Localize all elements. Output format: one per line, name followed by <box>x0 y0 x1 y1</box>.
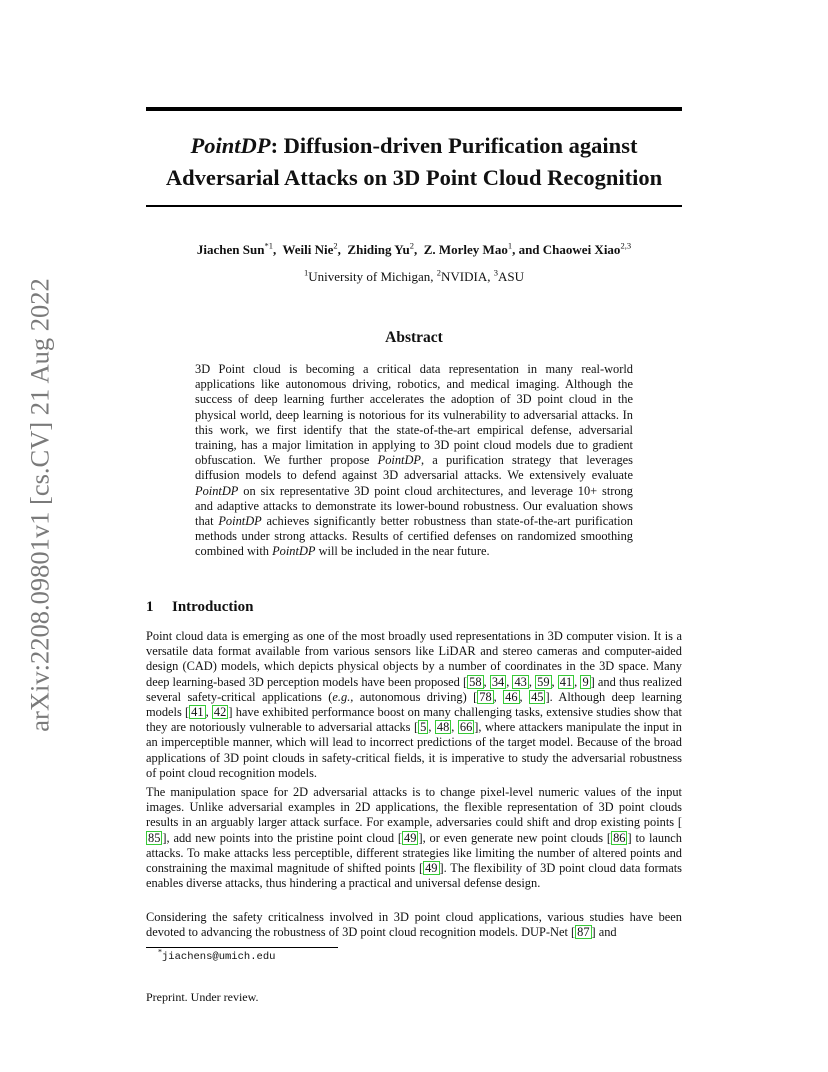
author: Z. Morley Mao$^1$ <box>423 240 513 257</box>
author: Jiachen Sun$^{*1}$ <box>196 240 273 257</box>
intro-paragraph-3: Considering the safety criticalness involved in 3D point cloud applications, various studies have been devoted to advancing the robustness of 3D point cloud recognition models. DUP-Net [ 87 ] and <box>146 910 682 940</box>
citation-link[interactable]: 41 <box>559 674 573 689</box>
title-line-2: Adversarial Attacks on 3D Point Cloud Recognition <box>165 165 663 190</box>
arxiv-id: arXiv:2208.09801v1 [cs.CV] 21 Aug 2022 <box>24 278 55 732</box>
author-list: Jiachen Sun$^{*1}$, Weili Nie$^2$, Zhiding Yu$^2$, Z. Morley Mao$^1$, and Chaowei Xiao$^{2,3}$ <box>196 240 632 257</box>
abstract-heading: Abstract <box>385 329 443 346</box>
author: Zhiding Yu$^2$ <box>347 240 414 257</box>
author: Weili Nie$^2$ <box>282 240 338 257</box>
citation-link[interactable]: 87 <box>577 925 590 940</box>
section-number: 1 <box>146 599 154 615</box>
affiliation: $^3$ASU <box>493 267 525 284</box>
citation-link[interactable]: 49 <box>425 861 438 876</box>
footnote-email: *jiachens@umich.edu <box>158 947 276 963</box>
abstract-body: 3D Point cloud is becoming a critical data representation in many real-world applications like autonomous driving, robotics, and medical imaging. Although the success of deep learning further accelerates the adoption of 3D point cloud in the physical world, deep learning is notorious for its vulnerability to adversarial attacks. In this work, we first identify that the state-of-the-art empirical defense, adversarial training, has a major limitation in applying to 3D point cloud models due to gradient obfuscation. We further propose PointDP, a purification strategy that leverages diffusion models to defend against 3D adversarial attacks. We extensively evaluate PointDP on six representative 3D point cloud architectures, and leverage 10+ strong and adaptive attacks to demonstrate its lower-bound robustness. Our evaluation shows that PointDP achieves significantly better robustness than state-of-the-art purification methods under strong attacks. Results of certified defenses on randomized smoothing combined with PointDP will be included in the near future. <box>195 362 633 559</box>
affiliation: $^2$NVIDIA, <box>436 267 494 284</box>
citation-link[interactable]: 49 <box>404 830 417 845</box>
section-heading-introduction <box>146 597 253 617</box>
citation-link[interactable]: 58 <box>469 674 482 689</box>
author: and Chaowei Xiao$^{2,3}$ <box>518 240 632 257</box>
citation-link[interactable]: 5 <box>420 720 427 735</box>
citation-link[interactable]: 42 <box>213 705 227 720</box>
title-method-name: PointDP <box>190 133 271 158</box>
title-top-rule <box>146 107 682 111</box>
citation-link[interactable]: 86 <box>613 830 626 845</box>
corresponding-email: jiachens@umich.edu <box>162 951 276 963</box>
title-bottom-rule <box>146 205 682 207</box>
affiliation: $^1$University of Michigan, <box>303 267 437 284</box>
citation-link[interactable]: 66 <box>459 720 473 735</box>
intro-paragraph-2: The manipulation space for 2D adversarial attacks is to change pixel-level numeric values of the input images. Unlike adversarial examples in 2D applications, the flexible representation of 3D point clouds results in an arguably larger attack surface. For example, adversaries could shift and drop existing points [85 ], add new points into the pristine point cloud [ 49 ], or even generate new point clouds [ 86 ] to launch attacks. To make attacks less perceptible, different strategies like limiting the number of altered points and constraining the maximal magnitude of shifted points [ 49 ]. The flexibility of 3D point cloud data formats enables diverse attacks, thus hindering a practical and universal defense design. <box>146 785 682 891</box>
citation-link[interactable]: 45 <box>531 689 544 704</box>
footnote-rule <box>146 947 338 948</box>
intro-paragraph-1: Point cloud data is emerging as one of the most broadly used representations in 3D computer vision. It is a versatile data format available from various sensors like LiDAR and stereo cameras and computer-aided design (CAD) models, which depicts physical objects by a number of coordinates in the 3D space. Many deep learning-based 3D perception models have been proposed [ 58 , 34 , 43 , 59 , 41 , 9 ] and thus realized several safety-critical applications (e.g., autonomous driving) [ 78 , 46 , 45 ]. Although deep learning models [ 41 , 42 ] have exhibited performance boost on many challenging tasks, extensive studies show that they are notoriously vulnerable to adversarial attacks [ 5 , 48 , 66 ], where attackers manipulate the input in an imperceptible manner, which will lead to incorrect predictions of the target model. Because of the broad applications of 3D point clouds in safety-critical fields, it is imperative to study the adversarial robustness of point cloud recognition models. <box>146 629 683 780</box>
section-title: Introduction <box>172 599 254 615</box>
title-line-1-rest: : Diffusion-driven Purification against <box>270 133 638 158</box>
citation-link[interactable]: 59 <box>537 674 550 689</box>
citation-link[interactable]: 34 <box>491 674 505 689</box>
affiliations <box>146 268 682 286</box>
arxiv-sidebar-stamp <box>20 280 60 730</box>
citation-link[interactable]: 48 <box>436 720 450 735</box>
title-line-1 <box>146 130 682 162</box>
preprint-notice: Preprint. Under review. <box>146 990 259 1004</box>
citation-link[interactable]: 9 <box>582 674 589 689</box>
citation-link[interactable]: 85 <box>148 830 161 845</box>
paper-title <box>146 130 682 194</box>
citation-link[interactable]: 41 <box>191 705 204 720</box>
citation-link[interactable]: 46 <box>505 689 518 704</box>
citation-link[interactable]: 43 <box>514 674 527 689</box>
citation-link[interactable]: 78 <box>479 689 492 704</box>
